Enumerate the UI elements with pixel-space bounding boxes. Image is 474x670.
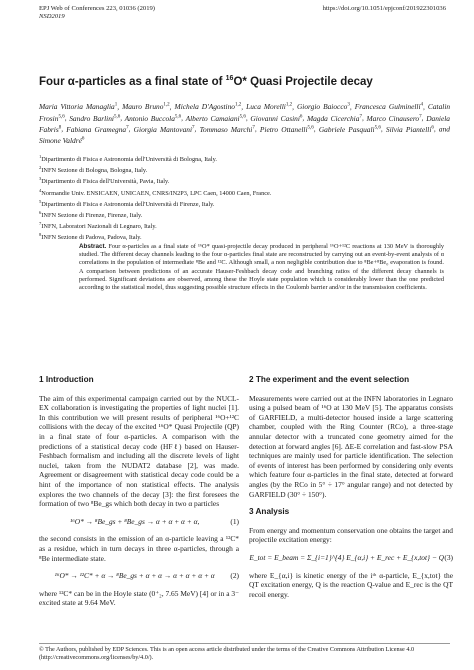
affiliation-item	[39, 231, 450, 242]
author-entry	[200, 125, 255, 134]
author-affiliation-mark: 7	[192, 125, 195, 131]
affiliation-text: INFN Sezione di Padova, Padova, Italy.	[41, 234, 142, 242]
analysis-paragraph-1: From energy and momentum conservation one obtains the target and projectile excitation energy:	[249, 525, 453, 545]
author-name: Marco Cinausero	[366, 113, 420, 123]
author-entry	[246, 102, 292, 111]
author-entry	[297, 102, 350, 111]
author-name: Francesca Gulminelli	[354, 102, 421, 112]
affiliation-text: INFN Sezione di Bologna, Bologna, Italy.	[41, 167, 148, 175]
author-list: Maria Vittoria Managlia$^1$, Mauro Bruno$^{1,2}$, Michela D'Agostino$^{1,2}$, Luca Morelli$^{1,2}$, Giorgio Baiocco$^3$, Francesca Gulminelli$^4$, Catalin Frosin$^{5,6}$, Sandro Barlini$^{5,6}$, Antonio Buccola$^{5,6}$, Alberto Camaiani$^{5,6}$, Giovanni Casini$^6$, Magda Cicerchia$^7$, Marco Cinausero$^7$, Daniela Fabris$^8$, Fabiana Gramegna$^7$, Giorgia Mantovani$^7$, Tommaso Marchi$^7$, Pietro Ottanelli$^{5,6}$, Gabriele Pasquali$^{5,6}$, Silvia Piantelli$^6$, and Simone Valdré$^6$	[39, 102, 451, 145]
title-prefix: Four α-particles as a final state of	[39, 75, 226, 88]
author-name: Mauro Bruno	[122, 102, 164, 112]
author-affiliation-mark: 6	[431, 125, 434, 131]
affiliation-number: 4	[39, 187, 42, 193]
author-name: Gabriele Pasquali	[318, 124, 375, 134]
affiliation-text: Dipartimento di Fisica e Astronomia dell'Università di Bologna, Italy.	[41, 156, 217, 164]
equation-1-number: (1)	[230, 516, 239, 526]
affiliation-item	[39, 220, 450, 231]
intro-paragraph-1: The aim of this experimental campaign carried out by the NUCL-EX collaboration is investigating the properties of light nuclei [1]. In this contribution we will present results of peripheral ¹⁶O+¹²C collisions with the decay of the excited ¹⁶O* Quasi Projectile (QP) in a final state of four α-particles. A comparison with the predictions of a statistical decay code (HFℓ) based on Hauser-Feshbach formalism and including all the discrete levels of light nuclei, taken from the NUDAT2 database [2], was made. Agreement or disagreement with statistical decay code could be a hint of the importance of non statistical effects. The analysis explores the two channels of the decay [3]: the first foresees the formation of two ⁸Be_gs which both decay in two α particles	[39, 393, 239, 509]
author-name: Silvia Piantelli	[385, 124, 432, 134]
author-entry	[69, 114, 120, 123]
abstract-text: Four α-particles as a final state of ¹⁶O* quasi-projectile decay produced in peripheral ¹⁶O+¹²C reactions at 130 MeV is thoroughly studied. The different decay channels leading to the four α-particles final state are reconstructed by carrying out an event-by-event analysis of α correlations in the population of intermediate ⁸Be and ¹²C. Although small, a non negligible contribution due to ⁸Be+⁸Be₀ evaporation is found. A comparison between predictions of an accurate Hauser-Feshbach decay code and branching ratios of the different decay channels is performed. Significant deviations are observed, among these the Hoyle state population which is considerably lower than the one predicted according to the statistical model, thus suggesting possible structure effects in the Coulomb barrier and/or in the transmission coefficients.	[79, 243, 444, 292]
affiliation-list	[39, 153, 450, 243]
author-entry	[175, 102, 242, 111]
running-header-left	[39, 5, 155, 21]
author-affiliation-mark: 1,2	[163, 103, 170, 108]
section-heading-experiment: 2 The experiment and the event selection	[249, 375, 410, 384]
author-name: Daniela Fabris	[39, 113, 450, 134]
author-name: Tommaso Marchi	[199, 124, 253, 134]
equation-1	[39, 517, 239, 527]
affiliation-item	[39, 153, 450, 164]
affiliation-text: Normandie Univ. ENSICAEN, UNICAEN, CNRS/IN2P3, LPC Caen, 14000 Caen, France.	[41, 189, 272, 197]
affiliation-number: 2	[39, 165, 42, 171]
left-column	[39, 375, 239, 608]
intro-paragraph-3: where ¹²C* can be in the Hoyle state (0⁺₂, 7.65 MeV) [4] or in a 3⁻ excited state at 9.64 MeV.	[39, 588, 239, 608]
author-affiliation-mark: 5,6	[239, 114, 246, 120]
author-affiliation-mark: 7	[419, 114, 422, 120]
author-affiliation-mark: 6	[299, 114, 303, 120]
affiliation-item	[39, 187, 450, 198]
title-suffix: O* Quasi Projectile decay	[233, 75, 373, 88]
equation-2-number: (2)	[230, 571, 239, 581]
author-entry	[122, 102, 170, 111]
section-heading-introduction: 1 Introduction	[39, 375, 94, 384]
author-affiliation-mark: 6	[81, 136, 85, 142]
author-affiliation-mark: 1	[114, 103, 118, 108]
affiliation-number: 1	[39, 154, 42, 159]
experiment-paragraph: Measurements were carried out at the INFN laboratories in Legnaro using a pulsed beam of ¹⁶O at 130 MeV [5]. The apparatus consists of GARFIELD, a multi-detector housed inside a large scattering chamber, coupled with the Ring Counter (RCo), a three-stage annular detector with a truncated cone geometry aimed for the detection at forward angles [6]. ΔE-E correlation and fast-slow PSA techniques are mainly used for particle identification. The selection of events of interest has been performed by considering only events which feature four α-particles in the final state, detected at forward angles (by the RCo in 5° ÷ 17° angular range) and not detected by GARFIELD (30° ÷ 150°).	[249, 393, 453, 499]
affiliation-item	[39, 198, 450, 209]
author-entry	[134, 125, 195, 134]
author-entry	[250, 114, 302, 123]
author-entry	[39, 102, 117, 111]
affiliation-number: 5	[39, 198, 42, 204]
affiliation-number: 8	[39, 232, 42, 238]
equation-1-body: ¹⁶O* → ⁸Be_gs + ⁸Be_gs → α + α + α + α,	[70, 516, 200, 526]
doi-link[interactable]: https://doi.org/10.1051/epjconf/201922301036	[322, 5, 446, 12]
equation-3-number: (3)	[444, 552, 453, 562]
author-entry	[319, 125, 381, 134]
author-name: Pietro Ottanelli	[259, 124, 308, 134]
title-mass-number: 16	[225, 75, 234, 82]
author-entry	[260, 125, 314, 134]
author-name: Magda Cicerchia	[306, 113, 360, 123]
author-affiliation-mark: 8	[58, 125, 62, 131]
section-heading-analysis: 3 Analysis	[249, 507, 290, 517]
author-entry	[186, 114, 246, 123]
author-name: Antonio Buccola	[124, 113, 175, 123]
author-name: Michela D'Agostino	[174, 102, 235, 112]
author-affiliation-mark: 7	[252, 125, 255, 131]
paper-title	[39, 72, 450, 89]
journal-citation: EPJ Web of Conferences 223, 01036 (2019)	[39, 5, 155, 12]
author-entry	[355, 102, 423, 111]
author-name: Giorgia Mantovani	[133, 124, 193, 134]
author-name: Fabiana Gramegna	[66, 124, 127, 134]
author-affiliation-mark: 1,2	[285, 103, 293, 108]
author-affiliation-mark: 7	[126, 125, 129, 131]
license-footer: © The Authors, published by EDP Sciences. This is an open access article distributed under the terms of the Creative Commons Attribution License 4.0 (http://creativecommons.org/licenses/by/4.0/).	[39, 643, 450, 662]
abstract-label: Abstract.	[79, 243, 107, 250]
author-name: Simone Valdré	[39, 135, 82, 145]
author-name: Giovanni Casini	[250, 113, 300, 123]
affiliation-item	[39, 209, 450, 220]
author-affiliation-mark: 5,6	[58, 114, 65, 120]
author-entry	[307, 114, 362, 123]
affiliation-text: INFN, Laboratori Nazionali di Legnaro, Italy.	[41, 223, 157, 231]
affiliation-number: 6	[39, 209, 42, 215]
author-name: Giorgio Baiocco	[296, 102, 348, 112]
author-entry	[366, 114, 421, 123]
affiliation-number: 3	[39, 176, 42, 182]
affiliation-text: INFN Sezione di Firenze, Firenze, Italy.	[41, 212, 143, 220]
author-name: Alberto Camaiani	[185, 113, 240, 123]
author-entry	[39, 136, 84, 145]
affiliation-item	[39, 164, 450, 175]
equation-3	[249, 553, 453, 563]
affiliation-text: Dipartimento di Fisica dell'Università, Pavia, Italy.	[41, 178, 170, 186]
equation-3-body: E_tot = E_beam = Σ_{i=1}^{4} E_{α,i} + E_rec + E_{x,tot} − Q	[249, 552, 444, 562]
author-entry	[125, 114, 182, 123]
author-affiliation-mark: 4	[420, 103, 424, 108]
affiliation-text: Dipartimento di Fisica e Astronomia dell'Università di Firenze, Italy.	[41, 200, 215, 208]
intro-paragraph-2: the second consists in the emission of an α-particle leaving a ¹²C* as a residue, which in turn decays in three α-particles, through a ⁸Be intermediate state.	[39, 534, 239, 563]
equation-2	[39, 571, 239, 581]
author-affiliation-mark: 3	[347, 103, 350, 108]
author-name: Luca Morelli	[246, 102, 286, 112]
author-affiliation-mark: 5,6	[174, 114, 182, 120]
equation-2-body: ¹⁶O* → ¹²C* + α → ⁸Be_gs + α + α → α + α + α + α	[54, 571, 215, 581]
author-affiliation-mark: 1,2	[234, 103, 242, 108]
analysis-paragraph-2: where E_{α,i} is kinetic energy of the iᵗʰ α-particle, E_{x,tot} the QT excitation energy, Q is the reaction Q-value and E_rec is the QT recoil energy.	[249, 570, 453, 599]
author-name: Sandro Barlini	[69, 113, 114, 123]
conference-name: NSD2019	[39, 13, 65, 20]
author-name: Maria Vittoria Managlia	[39, 102, 115, 112]
author-affiliation-mark: 5,6	[374, 125, 381, 131]
right-column	[249, 375, 453, 599]
author-affiliation-mark: 5,6	[307, 125, 314, 131]
author-entry	[66, 125, 128, 134]
abstract	[79, 243, 444, 292]
affiliation-number: 7	[39, 221, 42, 227]
affiliation-item	[39, 175, 450, 186]
author-name: Catalin Frosin	[39, 102, 451, 123]
author-entry	[386, 125, 434, 134]
author-affiliation-mark: 7	[359, 114, 362, 120]
author-affiliation-mark: 5,6	[113, 114, 121, 120]
